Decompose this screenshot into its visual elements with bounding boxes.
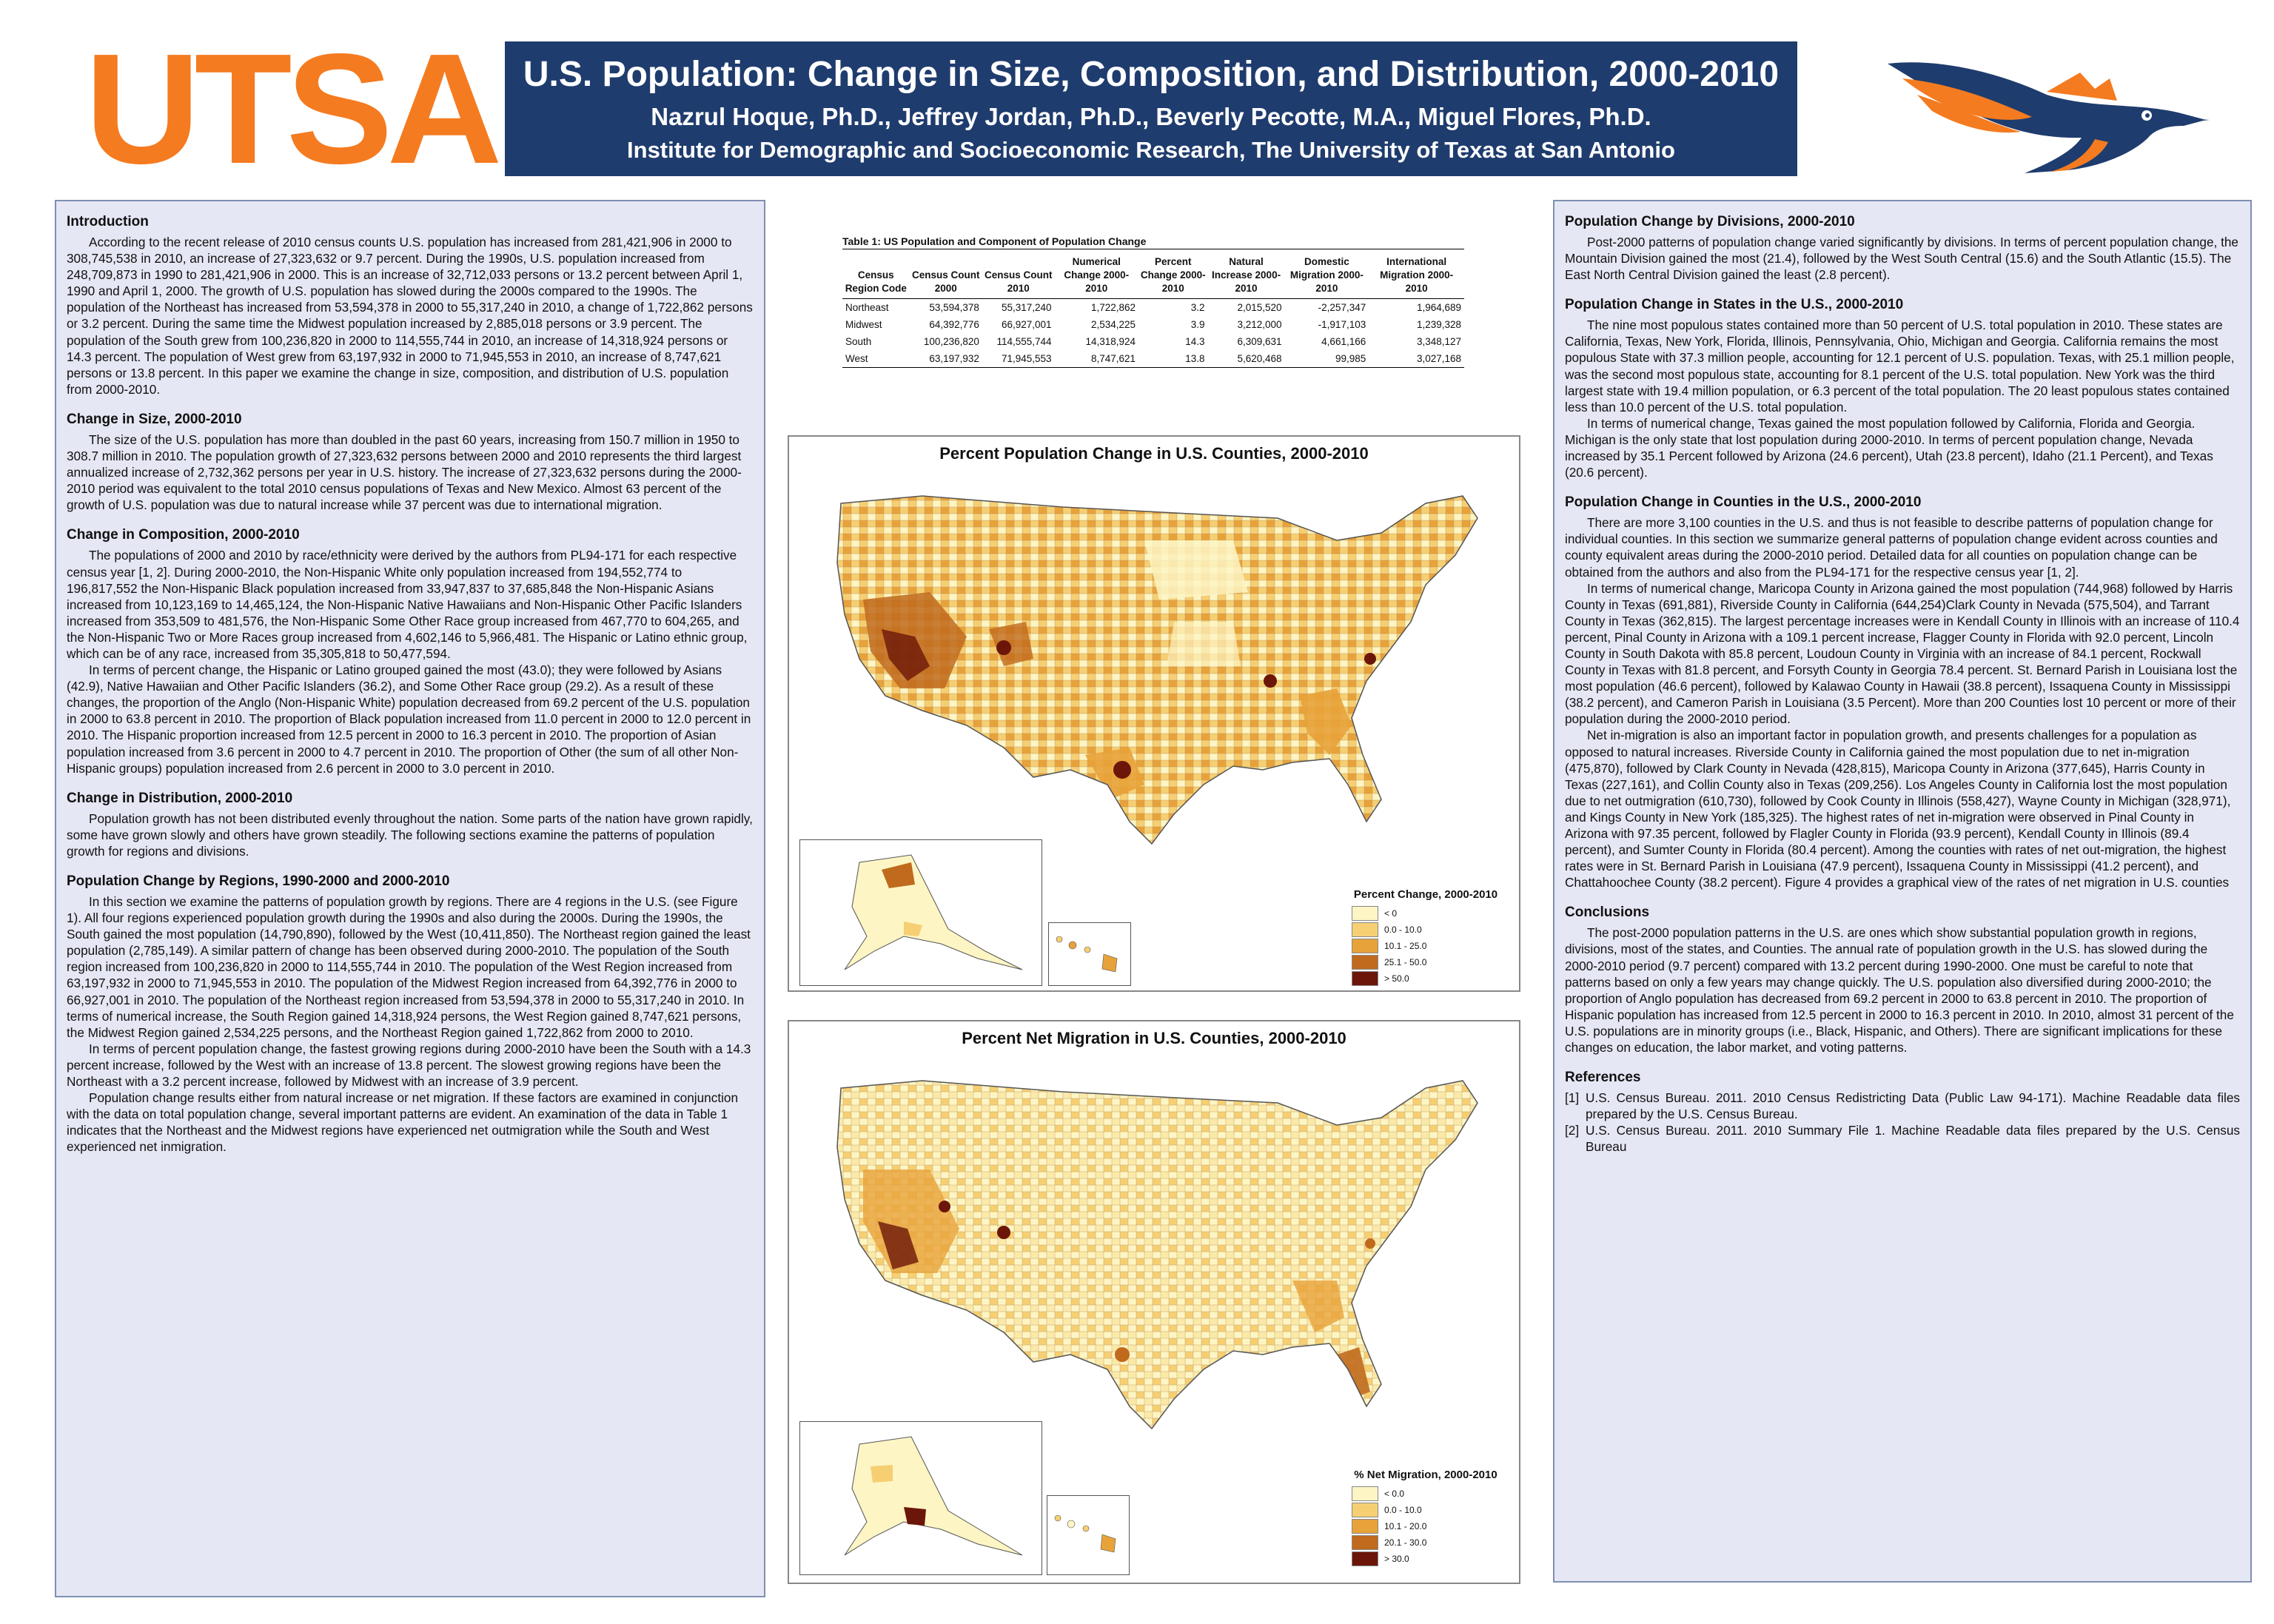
legend-item [1352,938,1500,954]
table-body [842,299,1464,368]
composition-heading: Change in Composition, 2000-2010 [67,527,300,543]
population-table [842,235,1464,368]
table-header-cell: Domestic Migration 2000-2010 [1285,249,1369,299]
legend-item [1352,1534,1500,1551]
legend-swatch [1352,906,1378,921]
table-header-cell: International Migration 2000-2010 [1369,249,1464,299]
table-caption: Table 1: US Population and Component of Population Change [842,235,1464,249]
poster-authors: Nazrul Hoque, Ph.D., Jeffrey Jordan, Ph.D., Beverly Pecotte, M.A., Miguel Flores, Ph.D. [651,103,1651,130]
legend-item [1352,922,1500,938]
reference-item [1565,1090,2240,1122]
title-banner [505,41,1797,176]
table-cell: 3.9 [1190,319,1205,330]
size-heading: Change in Size, 2000-2010 [67,411,242,427]
distribution-paragraph: Population growth has not been distributed evenly throughout the nation. Some parts of the nation have grown rapidly, some have grown slowly and others have grown steadily. The following sections examine the patterns of population growth for regions and divisions. [67,811,753,859]
table-cell: Northeast [845,302,889,313]
table-cell: 63,197,932 [910,350,982,368]
table-cell: 55,317,240 [1001,302,1052,313]
poster-institution: Institute for Demographic and Socioeconomic Research, The University of Texas at San Antonio [627,137,1675,163]
table-cell: 4,661,166 [1321,336,1366,347]
counties-paragraph: In terms of numerical change, Maricopa County in Arizona gained the most population (744,968) followed by Harris County in Texas (691,881), Riverside County in California (644,254)Clark County in Nevada (575,504), and Tarrant County in Texas (362,815). The largest percentage increases were in Kendall County in Illinois with an increase of 110.4 percent, Pinal County in Arizona with a 109.1 percent increase, Flagger County in Florida with 92.0 percent, Lincoln County in South Dakota with 85.8 percent, Loudoun County in Virginia with an increase of 84.1 percent, Rockwall County in Texas with 81.8 percent, and Forsyth County in Georgia 78.4 percent. St. Bernard Parish in Louisiana lost the most population (46.6 percent), followed by Kalawao County in Hawaii (38.8 percent), Issaquena County in Mississippi (38.2 percent), and Cameron Parish in Louisiana (3.5 Percent). More than 200 Counties lost 10 percent or more of their population during the 2000-2010 period. [1565,580,2240,727]
divisions-heading: Population Change by Divisions, 2000-2010 [1565,214,1855,229]
legend-item [1352,1551,1500,1567]
regions-heading: Population Change by Regions, 1990-2000 and 2000-2010 [67,873,450,889]
us-county-map [819,474,1500,873]
roadrunner-mascot-icon [1873,43,2213,184]
table-cell: 3,027,168 [1369,350,1464,368]
table-cell: South [845,336,872,347]
distribution-heading: Change in Distribution, 2000-2010 [67,790,293,806]
legend-swatch [1352,922,1378,937]
population-change-map [788,435,1520,992]
table-header-cell: Natural Increase 2000-2010 [1208,249,1285,299]
references-heading: References [1565,1070,1641,1086]
table-cell: 13.8 [1138,350,1208,368]
reference-item [1565,1122,2240,1155]
legend-swatch [1352,1503,1378,1517]
legend-label: 0.0 - 10.0 [1384,925,1422,935]
references-list [1565,1090,2240,1155]
table-cell: 1,239,328 [1416,319,1461,330]
net-migration-map [788,1020,1520,1584]
legend-swatch [1352,971,1378,986]
size-paragraph: The size of the U.S. population has more than doubled in the past 60 years, increasing from 150.7 million in 1950 to 308.7 million in 2010. The population growth of 27,323,632 persons between 2000 and 2010 represents the third largest annualized increase of 2,732,362 persons per year in U.S. history. The increase of 27,323,632 persons during the 2000-2010 period was equivalent to the total 2010 census populations of Texas and New Mexico. Almost 63 percent of the growth of U.S. population was due to natural increase while 37 percent was due to international migration. [67,432,742,513]
legend-title: % Net Migration, 2000-2010 [1354,1469,1497,1481]
table-cell: 53,594,378 [929,302,979,313]
legend-label: 10.1 - 25.0 [1384,941,1427,951]
legend-title: Percent Change, 2000-2010 [1353,888,1498,901]
legend-swatch [1352,1535,1378,1550]
utsa-logo [84,21,497,196]
reference-text: U.S. Census Bureau. 2011. 2010 Summary File 1. Machine Readable data files prepared by the U.S. Census Bureau [1586,1123,2240,1155]
legend-label: 25.1 - 50.0 [1384,957,1427,967]
intro-heading: Introduction [67,214,149,229]
legend-label: < 0.0 [1384,1489,1405,1499]
legend-item [1352,905,1500,922]
legend-swatch [1352,1519,1378,1534]
states-heading: Population Change in States in the U.S., 2000-2010 [1565,297,1904,313]
map-legend [1352,1469,1500,1567]
table-header-cell: Census Region Code [842,249,910,299]
intro-paragraph: According to the recent release of 2010 census counts U.S. population has increased from 281,421,906 in 2000 to 308,745,538 in 2010, an increase of 27,323,632 or 9.7 percent. During the 1990s, U.S. population increased from 248,709,873 in 1990 to 281,421,906 in 2000. This is an increase of 32,712,033 persons or 13.2 percent between April 1, 1990 and April 1, 2000. The growth of U.S. population has slowed during the 2000s compared to the 1990s. The population of the Northeast has increased from 53,594,378 in 2000 to 55,317,240 in 2010, a change of 1,722,862 persons or 3.2 percent. During the same time the Midwest population increased by 2,885,018 persons or 3.9 percent. The population of the South grew from 100,236,820 in 2000 to 114,555,744 in 2010, an increase of 14,318,924 persons or 14.3 percent. The population of West grew from 63,197,932 in 2000 to 71,945,553 in 2010, an increase of 8,747,621 persons or 13.8 percent. In this paper we examine the change in size, composition, and distribution of U.S. population from 2000-2010. [67,235,753,397]
table-header-cell: Percent Change 2000-2010 [1138,249,1208,299]
legend-swatch [1352,939,1378,953]
reference-number: [1] [1565,1090,1580,1106]
legend-label: 0.0 - 10.0 [1384,1505,1422,1515]
table-cell: West [842,350,910,368]
table-row [842,299,1464,317]
legend-label: 10.1 - 20.0 [1384,1521,1427,1531]
table-header-cell: Numerical Change 2000-2010 [1055,249,1139,299]
table-cell: 114,555,744 [996,336,1052,347]
table-cell: 64,392,776 [929,319,979,330]
legend-label: < 0 [1384,908,1398,919]
reference-text: U.S. Census Bureau. 2011. 2010 Census Redistricting Data (Public Law 94-171). Machine Readable data files prepared by the U.S. Census Bureau. [1586,1090,2240,1122]
counties-paragraph: Net in-migration is also an important factor in population growth, and presents challenges for a population as opposed to natural increases. Riverside County in California gained the most population due to net in-migration (475,870), followed by Clark County in Nevada (428,815), Maricopa County in Arizona (377,645), Harris County in Texas (227,161), and Collin County also in Texas (209,256). Los Angeles County in California lost the most population due to net outmigration (610,730), followed by Cook County in Illinois (558,427), Wayne County in Michigan (328,971), and Kings County in New York (185,325). The highest rates of net in-migration were observed in Pinal County in Arizona with 97.35 percent, followed by Flagler County in Florida (93.9 percent), Kendall County in Illinois (89.4 percent), and Sumter County in Florida (80.4 percent). Among the counties with rates of net out-migration, the highest rates were in St. Bernard Parish in Louisiana (47.9 percent), Issaquena County in Mississippi (41.2 percent), and Chattahoochee County (38.2 percent). Figure 4 provides a graphical view of the rates of net migration in U.S. counties [1565,728,2231,890]
hawaii-inset [1047,1495,1130,1575]
table-cell: 2,015,520 [1237,302,1282,313]
alaska-inset [799,839,1042,986]
table-cell: 100,236,820 [923,336,979,347]
table-cell: -2,257,347 [1318,302,1366,313]
legend-swatch [1352,955,1378,970]
table-cell: 14,318,924 [1085,336,1136,347]
table-cell: 14.3 [1185,336,1205,347]
reference-number: [2] [1565,1123,1580,1138]
table-cell: 8,747,621 [1055,350,1139,368]
conclusions-paragraph: The post-2000 population patterns in the U.S. are ones which show substantial population growth in regions, divisions, most of the states, and Counties. The annual rate of population growth in the U.S. has slowed during the 2000-2010 period (9.7 percent) compared with 13.2 percent during 1990-2000. One must be careful to note that patterns based on only a few years may change quickly. The U.S. population also diversified during 2000-2010; the proportion of Anglo population has decreased from 69.2 percent in 2000 to 63.8 percent in 2010. The proportion of Hispanic population has increased from 12.5 percent in 2000 to 16.3 percent in 2010. In 2010, almost 31 percent of the U.S. populations are in minority groups (i.e., Black, Hispanic, and Others). There are significant implications for these changes on education, the labor market, and voting patterns. [1565,925,2234,1056]
poster-title: U.S. Population: Change in Size, Composition, and Distribution, 2000-2010 [523,55,1780,94]
counties-paragraph: There are more 3,100 counties in the U.S. and thus is not feasible to describe patterns of population change for individual counties. In this section we summarize general patterns of population change evident across counties and county equivalent areas during the 2000-2010 period. Detailed data for all counties on population change can be obtained from the authors and also from the PL94-171 for the respective census year [1, 2]. [1565,515,2218,580]
legend-swatch [1352,1486,1378,1501]
table-row [842,316,1464,333]
table-cell: 66,927,001 [1001,319,1052,330]
legend-item [1352,954,1500,970]
left-text-column [55,200,765,1597]
table-cell: 6,309,631 [1237,336,1282,347]
table-cell: 71,945,553 [982,350,1055,368]
legend-label: 20.1 - 30.0 [1384,1537,1427,1548]
legend-item [1352,1518,1500,1534]
legend-item [1352,970,1500,987]
table-header-row [842,249,1464,299]
composition-paragraph: The populations of 2000 and 2010 by race/ethnicity were derived by the authors from PL94-171 for each respective census year [1, 2]. During 2000-2010, the Non-Hispanic White only population increased from 194,552,774 to 196,817,552 the Non-Hispanic Black population increased from 33,947,837 to 37,685,848 the Non-Hispanic Asians increased from 10,123,169 to 14,465,124, the Non-Hispanic Native Hawaiians and Non-Hispanic Other Pacific Islanders increased from 353,509 to 481,576, the Non-Hispanic Some Other Race group increased from 467,770 to 604,265, and the Non-Hispanic Two or More Races group increased from 4,602,146 to 5,966,481. The Hispanic or Latino ethnic group, which can be of any race, increased from 35,305,818 to 50,477,594. [67,548,748,661]
table-cell: -1,917,103 [1318,319,1366,330]
table-cell: 3,212,000 [1237,319,1282,330]
states-paragraph: In terms of numerical change, Texas gained the most population followed by California, Florida and Georgia. Michigan is the only state that lost population during 2000-2010. In terms of percent population change, Nevada increased by 35.1 Percent followed by Arizona (24.6 percent), Utah (23.8 percent), Idaho (21.1 Percent), and Texas (20.6 percent). [1565,415,2213,480]
legend-label: > 30.0 [1384,1554,1409,1564]
table-cell: 3,348,127 [1416,336,1461,347]
right-text-column [1553,200,2252,1583]
map-title: Percent Population Change in U.S. Counties, 2000-2010 [939,444,1369,463]
table-header-cell: Census Count 2010 [982,249,1055,299]
utsa-logo-text: UTSA [84,21,497,196]
legend-item [1352,1486,1500,1502]
table-row [842,333,1464,350]
regions-paragraph: In this section we examine the patterns of population growth by regions. There are 4 regions in the U.S. (see Figure 1). All four regions experienced population growth during the 1990s and also during the 2000s. During the 1990s, the South gained the most population (14,790,890), followed by the West (10,411,850). The Northeast region gained the least population (2,785,149). A similar pattern of change has been observed during 2000-2010. The population of the South region increased from 100,236,820 in 2000 to 114,555,744 in 2010. The population of the West Region increased from 63,197,932 in 2000 to 71,945,553 in 2010. The population of the Midwest Region increased from 64,392,776 in 2000 to 66,927,001 in 2010. The population of the Northeast region increased from 53,594,378 in 2000 to 55,317,240 in 2010. In terms of numerical increase, the South Region gained 14,318,924 persons, the West Region gained 8,747,621 persons, the Midwest Region gained 2,534,225 persons, and the Northeast Region gained 1,722,862 from 2000 to 2010. [67,894,751,1040]
divisions-paragraph: Post-2000 patterns of population change varied significantly by divisions. In terms of percent population change, the Mountain Division gained the most (21.4), followed by the West South Central (15.6) and the South Atlantic (15.5). The East North Central Division gained the least (2.8 percent). [1565,235,2238,283]
table-cell: 3.2 [1190,302,1205,313]
table-cell: 99,985 [1285,350,1369,368]
table-cell: Midwest [845,319,882,330]
map-legend [1352,888,1500,987]
table-cell: 1,964,689 [1416,302,1461,313]
alaska-inset [799,1421,1042,1575]
hawaii-inset [1048,922,1131,986]
counties-heading: Population Change in Counties in the U.S., 2000-2010 [1565,494,1922,511]
table-cell: 1,722,862 [1090,302,1136,313]
legend-swatch [1352,1551,1378,1566]
regions-paragraph: Population change results either from natural increase or net migration. If these factors are examined in conjunction with the data on total population change, several important patterns are evident. An examination of the data in Table 1 indicates that the Northeast and the Midwest regions have experienced net outmigration while the South and West experienced net inmigration. [67,1090,739,1155]
legend-label: > 50.0 [1384,973,1409,984]
us-county-map [819,1058,1500,1458]
composition-paragraph: In terms of percent change, the Hispanic or Latino grouped gained the most (43.0); they were followed by Asians (42.9), Native Hawaiian and Other Pacific Islanders (36.2), and Some Other Race group (29.2). As a result of these changes, the proportion of the Anglo (Non-Hispanic White) population decreased from 69.2 percent of the U.S. population in 2000 to 63.8 percent in 2010. The proportion of Black population increased from 11.0 percent in 2000 to 12.0 percent in 2010. The Hispanic proportion increased from 12.5 percent in 2000 to 16.3 percent in 2010. The proportion of Asian population increased from 3.6 percent in 2000 to 4.7 percent in 2010. The proportion of Other (the sum of all other Non-Hispanic groups) population increased from 2.6 percent in 2000 to 3.0 percent in 2010. [67,662,751,776]
table-cell: 2,534,225 [1090,319,1136,330]
legend-item [1352,1502,1500,1518]
table-header-cell: Census Count 2000 [910,249,982,299]
table-cell: 5,620,468 [1208,350,1285,368]
states-paragraph: The nine most populous states contained more than 50 percent of U.S. total population in 2010. These states are California, Texas, New York, Florida, Illinois, Pennsylvania, Ohio, Michigan and Georgia. California remains the most populous State with 37.3 million people, accounting for 12.1 percent of U.S. population. Texas, with 25.1 million people, was the second most populous state, accounting for 8.1 percent of the U.S. total population. New York was the third largest state with 19.4 million population, or 6.3 percent of the total population. The 20 least populous states contained less than 10.0 percent of the U.S. total population. [1565,318,2235,415]
map-title: Percent Net Migration in U.S. Counties, 2000-2010 [962,1029,1346,1047]
table-row [842,350,1464,368]
conclusions-heading: Conclusions [1565,905,1650,921]
regions-paragraph: In terms of percent population change, the fastest growing regions during 2000-2010 have been the South with a 14.3 percent increase, followed by the West with an increase of 13.8 percent. The slowest growing regions have been the Northeast with a 3.2 percent increase, followed by Midwest with an increase of 3.9 percent. [67,1041,751,1090]
